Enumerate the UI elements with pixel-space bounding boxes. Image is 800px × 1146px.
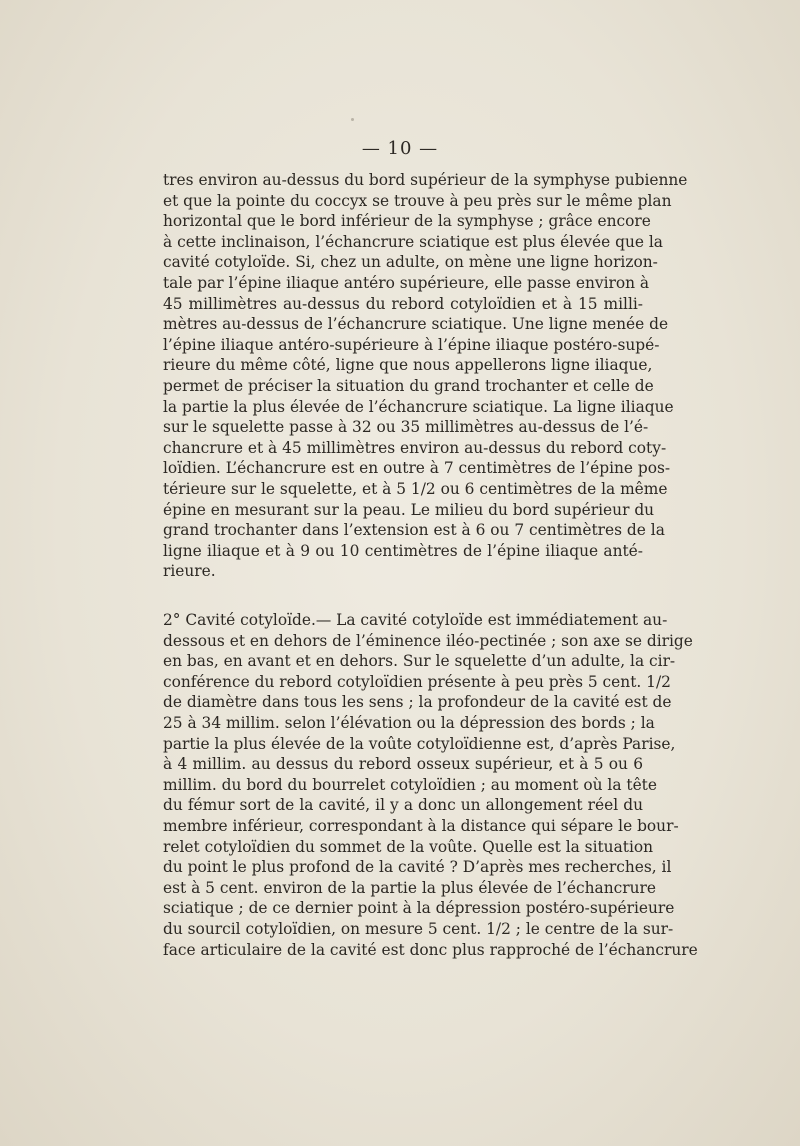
text-line: en bas, en avant et en dehors. Sur le squelette d’un adulte, la cir-	[163, 652, 676, 671]
text-line: mètres au-dessus de l’échancrure sciatique. Une ligne menée de	[163, 315, 669, 334]
text-line: tale par l’épine iliaque antéro supérieure, elle passe environ à	[163, 273, 650, 292]
text-line: grand trochanter dans l’extension est à 6 ou 7 centimètres de la	[163, 521, 665, 540]
text-line: horizontal que le bord inférieur de la symphyse ; grâce encore	[163, 212, 651, 231]
text-line: tres environ au-dessus du bord supérieur de la symphyse pubienne	[163, 171, 688, 189]
text-line: permet de préciser la situation du grand trochanter et celle de	[163, 376, 654, 395]
text-line: du sourcil cotyloïdien, on mesure 5 cent. 1/2 ; le centre de la sur-	[163, 919, 674, 938]
text-line: ligne iliaque et à 9 ou 10 centimètres de l’épine iliaque anté-	[163, 541, 643, 560]
text-line: térieure sur le squelette, et à 5 1/2 ou 6 centimètres de la même	[163, 479, 668, 498]
text-line: 2° Cavité cotyloïde.— La cavité cotyloïde est immédiatement au-	[163, 611, 668, 629]
text-line: la partie la plus élevée de l’échancrure sciatique. La ligne iliaque	[163, 397, 674, 416]
text-line: cavité cotyloïde. Si, chez un adulte, on mène une ligne horizon-	[163, 253, 658, 272]
paragraph-2	[163, 610, 698, 960]
text-line: face articulaire de la cavité est donc plus rapproché de l’échancrure	[163, 940, 698, 959]
text-line: partie la plus élevée de la voûte cotyloïdienne est, d’après Parise,	[163, 734, 676, 753]
text-line: conférence du rebord cotyloïdien présente à peu près 5 cent. 1/2	[163, 672, 671, 691]
text-line: 45 millimètres au-dessus du rebord cotyloïdien et à 15 milli-	[163, 294, 643, 313]
text-line: rieure.	[163, 562, 216, 581]
paragraph-1	[163, 170, 688, 582]
text-line: sur le squelette passe à 32 ou 35 millimètres au-dessus de l’é-	[163, 418, 649, 437]
text-line: membre inférieur, correspondant à la distance qui sépare le bour-	[163, 816, 679, 835]
text-line: 25 à 34 millim. selon l’élévation ou la dépression des bords ; la	[163, 713, 655, 732]
text-line: chancrure et à 45 millimètres environ au-dessus du rebord coty-	[163, 438, 667, 457]
page-number: — 10 —	[361, 138, 439, 159]
text-line: du point le plus profond de la cavité ? D’après mes recherches, il	[163, 858, 672, 877]
text-line: relet cotyloïdien du sommet de la voûte. Quelle est la situation	[163, 837, 654, 856]
text-line: à cette inclinaison, l’échancrure sciatique est plus élevée que la	[163, 232, 663, 251]
ink-speck	[351, 118, 354, 121]
text-line: de diamètre dans tous les sens ; la profondeur de la cavité est de	[163, 693, 672, 712]
text-line: loïdien. L’échancrure est en outre à 7 centimètres de l’épine pos-	[163, 459, 671, 478]
text-line: millim. du bord du bourrelet cotyloïdien ; au moment où la tête	[163, 775, 657, 794]
text-line: l’épine iliaque antéro-supérieure à l’épine iliaque postéro-supé-	[163, 335, 660, 354]
text-line: rieure du même côté, ligne que nous appellerons ligne iliaque,	[163, 356, 653, 375]
text-line: épine en mesurant sur la peau. Le milieu du bord supérieur du	[163, 500, 655, 519]
text-line: dessous et en dehors de l’éminence iléo-pectinée ; son axe se dirige	[163, 631, 693, 650]
text-line: et que la pointe du coccyx se trouve à peu près sur le même plan	[163, 191, 672, 210]
text-line: du fémur sort de la cavité, il y a donc un allongement réel du	[163, 796, 643, 815]
text-line: à 4 millim. au dessus du rebord osseux supérieur, et à 5 ou 6	[163, 755, 643, 774]
text-line: sciatique ; de ce dernier point à la dépression postéro-supérieure	[163, 899, 675, 918]
text-line: est à 5 cent. environ de la partie la plus élevée de l’échancrure	[163, 878, 657, 897]
